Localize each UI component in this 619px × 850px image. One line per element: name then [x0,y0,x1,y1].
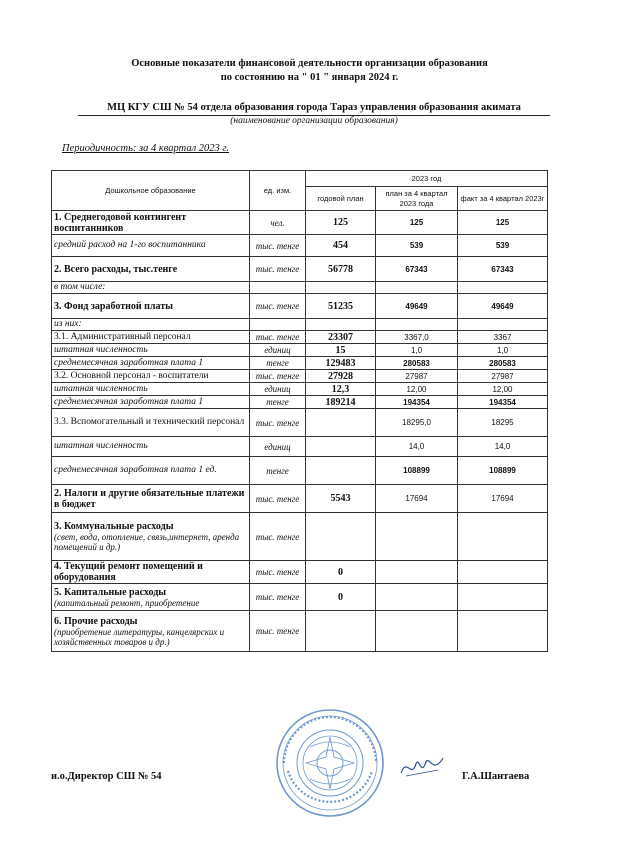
cell-fact [458,611,548,652]
cell-plan: 15 [306,344,376,357]
cell-q4plan: 67343 [376,257,458,282]
table-row [52,513,548,561]
row-label [52,282,250,294]
cell-q4plan: 17694 [376,485,458,513]
cell-fact: 14,0 [458,437,548,457]
cell-fact: 18295 [458,409,548,437]
row-label [52,485,250,513]
signer-title: и.о.Директор СШ № 54 [51,771,162,782]
row-label [52,294,250,319]
row-label-text: 2. Налоги и другие обязательные платежи в бюджет [54,487,245,510]
row-label-text: 2. Всего расходы, тыс.тенге [54,263,178,275]
cell-plan: 0 [306,584,376,611]
row-unit: тыс. тенге [250,584,306,611]
row-label [52,319,250,331]
table-row [52,437,548,457]
cell-plan: 125 [306,211,376,235]
cell-q4plan: 12,00 [376,383,458,396]
row-label-text: средний расход на 1-го воспитанника [54,240,206,250]
row-label-text: 3. Фонд заработной платы [54,300,173,312]
table-row [52,584,548,611]
cell-fact: 27987 [458,370,548,383]
table-row [52,235,548,257]
row-label [52,331,250,344]
row-label-text: среднемесячная заработная плата 1 ед. [54,465,217,475]
row-label [52,235,250,257]
row-unit: тыс. тенге [250,409,306,437]
table-row [52,211,548,235]
cell-fact: 67343 [458,257,548,282]
organization-name: МЦ КГУ СШ № 54 отдела образования города Тараз управления образования акимата [78,101,550,116]
table-row [52,409,548,437]
cell-q4plan [376,584,458,611]
financial-indicators-table [51,170,548,652]
row-unit: единиц [250,344,306,357]
row-label-text: 3.2. Основной персонал - воспитатели [54,370,209,381]
cell-fact: 49649 [458,294,548,319]
handwritten-signature-icon [398,752,446,787]
row-unit [250,319,306,331]
row-label-text: 3.3. Вспомогательный и технический персонал [54,417,245,427]
cell-plan [306,457,376,485]
cell-q4plan [376,513,458,561]
row-unit: единиц [250,383,306,396]
row-label [52,370,250,383]
row-label-text: в том числе: [54,282,106,292]
report-title-line2: по состоянию на " 01 " января 2024 г. [220,72,399,83]
cell-plan: 189214 [306,396,376,409]
cell-plan: 0 [306,561,376,584]
cell-fact: 125 [458,211,548,235]
cell-plan: 129483 [306,357,376,370]
row-sublabel: (свет, вода, отопление, связь,интернет, аренда помещений и др.) [54,532,240,552]
table-row [52,282,548,294]
cell-fact [458,282,548,294]
cell-fact: 280583 [458,357,548,370]
row-label [52,357,250,370]
table-row [52,257,548,282]
cell-q4plan [376,611,458,652]
cell-q4plan: 18295,0 [376,409,458,437]
cell-plan [306,513,376,561]
table-row [52,331,548,344]
row-label [52,561,250,584]
row-label-text: 1. Среднегодовой контингент воспитанников [54,211,187,234]
row-label-text: штатная численность [54,383,148,394]
row-unit: тыс. тенге [250,370,306,383]
row-label [52,584,250,611]
cell-plan: 12,3 [306,383,376,396]
cell-plan: 51235 [306,294,376,319]
row-unit: тыс. тенге [250,485,306,513]
cell-plan: 56778 [306,257,376,282]
row-label-text: среднемесячная заработная плата 1 [54,357,204,368]
table-row [52,561,548,584]
row-unit: тыс. тенге [250,611,306,652]
row-label [52,611,250,652]
row-unit: тыс. тенге [250,561,306,584]
row-unit: единиц [250,437,306,457]
row-label [52,257,250,282]
row-label-text: среднемесячная заработная плата 1 [54,396,204,407]
row-unit: тыс. тенге [250,294,306,319]
cell-q4plan: 108899 [376,457,458,485]
cell-plan: 5543 [306,485,376,513]
row-unit: тыс. тенге [250,235,306,257]
official-seal-icon [274,707,386,824]
row-sublabel: (капитальный ремонт, приобретение [54,597,200,608]
table-row [52,357,548,370]
row-label-text: штатная численность [54,344,148,355]
row-unit [250,282,306,294]
header-annual-plan: годовой план [306,187,376,211]
cell-plan [306,282,376,294]
table-row [52,611,548,652]
cell-plan [306,611,376,652]
table-row [52,294,548,319]
signer-name: Г.А.Шантаева [462,771,530,782]
cell-q4plan: 3367,0 [376,331,458,344]
row-label [52,457,250,485]
row-unit: тыс. тенге [250,331,306,344]
cell-q4plan: 27987 [376,370,458,383]
cell-q4plan: 194354 [376,396,458,409]
row-unit: тенге [250,457,306,485]
row-label-text: 4. Текущий ремонт помещений и оборудования [54,561,203,583]
row-label [52,437,250,457]
reporting-period: Периодичность: за 4 квартал 2023 г. [62,143,230,154]
row-label [52,211,250,235]
cell-q4plan: 49649 [376,294,458,319]
row-unit: тыс. тенге [250,257,306,282]
row-unit: тенге [250,357,306,370]
header-unit: ед. изм. [250,171,306,211]
cell-plan [306,319,376,331]
row-label-text: 3.1. Административный персонал [54,331,191,342]
cell-fact: 108899 [458,457,548,485]
header-q4-fact: факт за 4 квартал 2023г [458,187,548,211]
row-label-text: 6. Прочие расходы [54,615,138,627]
row-label [52,396,250,409]
cell-fact [458,513,548,561]
cell-fact: 17694 [458,485,548,513]
row-label [52,344,250,357]
cell-q4plan [376,282,458,294]
table-row [52,370,548,383]
row-unit: тыс. тенге [250,513,306,561]
row-unit: тенге [250,396,306,409]
table-row [52,383,548,396]
cell-plan: 23307 [306,331,376,344]
row-label-text: 3. Коммунальные расходы [54,521,174,532]
row-label [52,383,250,396]
cell-q4plan [376,561,458,584]
header-q4-plan: план за 4 квартал 2023 года [376,187,458,211]
row-label-text: 5. Капитальные расходы [54,586,167,598]
cell-plan: 27928 [306,370,376,383]
cell-q4plan: 539 [376,235,458,257]
header-year-group: 2023 год [306,171,548,187]
cell-plan [306,409,376,437]
cell-plan: 454 [306,235,376,257]
row-label-text: из них: [54,319,82,329]
table-row [52,319,548,331]
cell-fact: 3367 [458,331,548,344]
header-category: Дошкольное образование [52,171,250,211]
table-row [52,485,548,513]
cell-fact [458,319,548,331]
table-row [52,344,548,357]
cell-q4plan: 14,0 [376,437,458,457]
cell-fact: 539 [458,235,548,257]
row-label-text: штатная численность [54,441,148,451]
cell-q4plan: 125 [376,211,458,235]
cell-fact [458,561,548,584]
row-label [52,513,250,561]
report-title-line1: Основные показатели финансовой деятельности организации образования [131,58,488,69]
table-row [52,457,548,485]
organization-note: (наименование организации образования) [230,116,398,126]
row-sublabel: (приобретение литературы, канцелярских и хозяйственных товаров и др.) [54,626,225,647]
cell-plan [306,437,376,457]
row-unit: чел. [250,211,306,235]
cell-q4plan: 1,0 [376,344,458,357]
row-label [52,409,250,437]
table-row [52,396,548,409]
cell-q4plan [376,319,458,331]
cell-fact: 12,00 [458,383,548,396]
cell-fact [458,584,548,611]
cell-q4plan: 280583 [376,357,458,370]
cell-fact: 1,0 [458,344,548,357]
cell-fact: 194354 [458,396,548,409]
